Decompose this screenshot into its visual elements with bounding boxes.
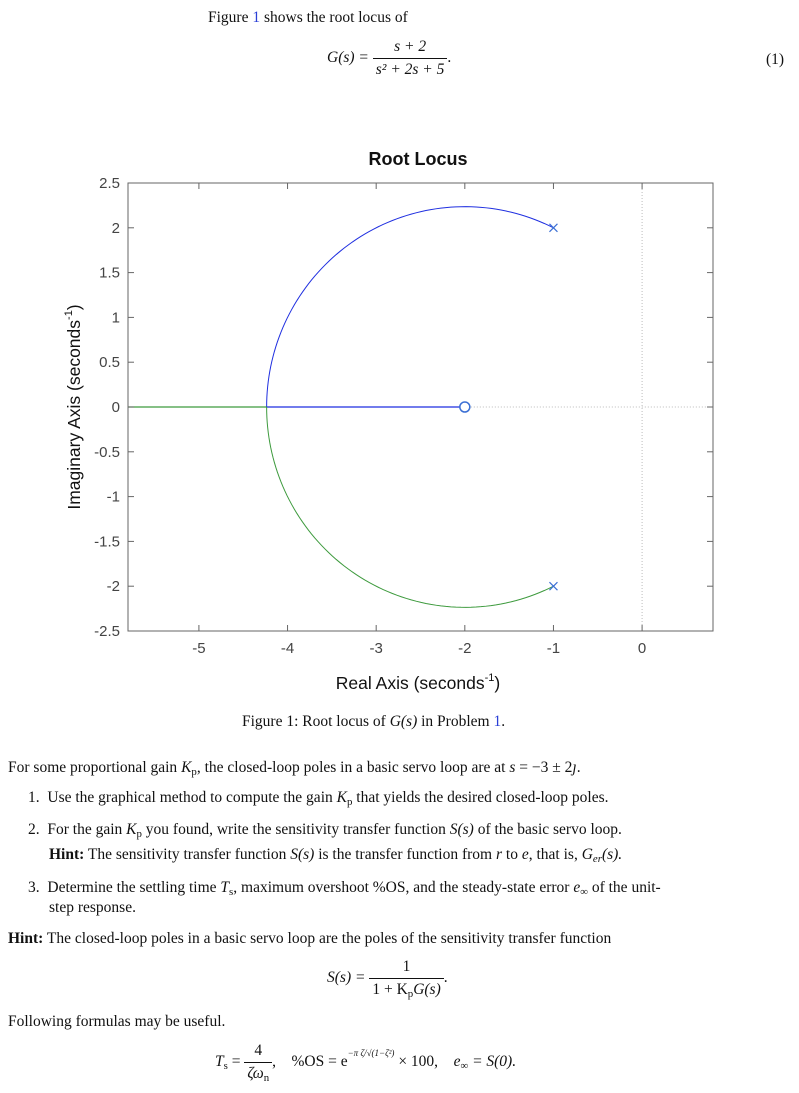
y-tick-label: -1: [106, 488, 120, 506]
figure-caption: Figure 1: Root locus of G(s) in Problem 1.: [242, 713, 506, 730]
problem-ref-link[interactable]: 1: [493, 713, 502, 730]
equation-1: G(s) = $\frac{s + 2}{\text{s² + 2s + 5}}$ .: [327, 38, 452, 78]
zero-marker: [460, 402, 470, 412]
y-tick-label: -2.5: [94, 623, 120, 640]
x-tick-label: -1: [546, 640, 561, 657]
pole-marker: [549, 224, 557, 232]
equation-formulas: $T_s$ = $\frac{4}{\zeta\omega_n}$ , $\%OS = e^{-\pi \zeta/√(1-\zeta^2)} \times 100$, $e_\infty = S(0)$.: [215, 1042, 517, 1084]
y-tick-label: 1: [111, 309, 120, 327]
chart-title: Root Locus: [368, 149, 468, 169]
hint-closed-loop: Hint: The closed-loop poles in a basic servo loop are the poles of the sensitivity transfer function: [8, 930, 612, 947]
y-tick-label: -0.5: [94, 443, 120, 461]
formulas-intro: Following formulas may be useful.: [8, 1013, 226, 1030]
y-tick-label: 2.5: [99, 175, 120, 192]
y-axis-label: Imaginary Axis (seconds$^{-1}$): [63, 304, 84, 510]
y-tick-label: 2: [111, 219, 120, 237]
locus-branch-lower: [267, 407, 554, 607]
y-tick-label: -1.5: [94, 533, 120, 551]
equation-sensitivity: S(s) = $\frac{1}{1 + K_pG(s)}$ .: [327, 958, 448, 1000]
figure-ref-link[interactable]: 1: [252, 9, 261, 26]
x-axis-label: Real Axis (seconds$^{-1}$): [335, 672, 501, 693]
y-tick-label: 0.5: [99, 354, 120, 372]
x-tick-label: -3: [369, 640, 383, 657]
y-tick-label: -2: [106, 578, 120, 596]
pole-marker: [549, 582, 557, 590]
problem-statement: For some proportional gain $K_p$, the closed-loop poles in a basic servo loop are at s = −3 ± 2ȷ.: [8, 759, 581, 778]
locus-branch-upper: [267, 207, 554, 407]
question-3: 3. Determine the settling time $T_s$, maximum overshoot %OS, and the steady-state error $e_\infty$ of the unit-: [28, 879, 661, 898]
question-2-hint: Hint: The sensitivity transfer function S(s) is the transfer function from r to e, that is, $G_{er}(s)$.: [49, 846, 623, 865]
root-locus-chart: [0, 140, 799, 700]
x-tick-label: -4: [280, 640, 295, 657]
x-tick-label: -5: [192, 640, 206, 657]
question-1: 1. Use the graphical method to compute the gain $K_p$ that yields the desired closed-loop poles.: [28, 789, 609, 808]
question-3-line-2: step response.: [49, 899, 136, 916]
x-tick-label: -2: [458, 640, 472, 657]
equation-number: (1): [766, 51, 785, 68]
y-tick-label: 0: [111, 399, 120, 416]
y-tick-label: 1.5: [99, 264, 120, 282]
intro-text: Figure 1 shows the root locus of: [208, 9, 408, 26]
question-2: 2. For the gain $K_p$ you found, write the sensitivity transfer function S(s) of the basic servo loop.: [28, 821, 622, 840]
x-tick-label: 0: [637, 640, 647, 657]
